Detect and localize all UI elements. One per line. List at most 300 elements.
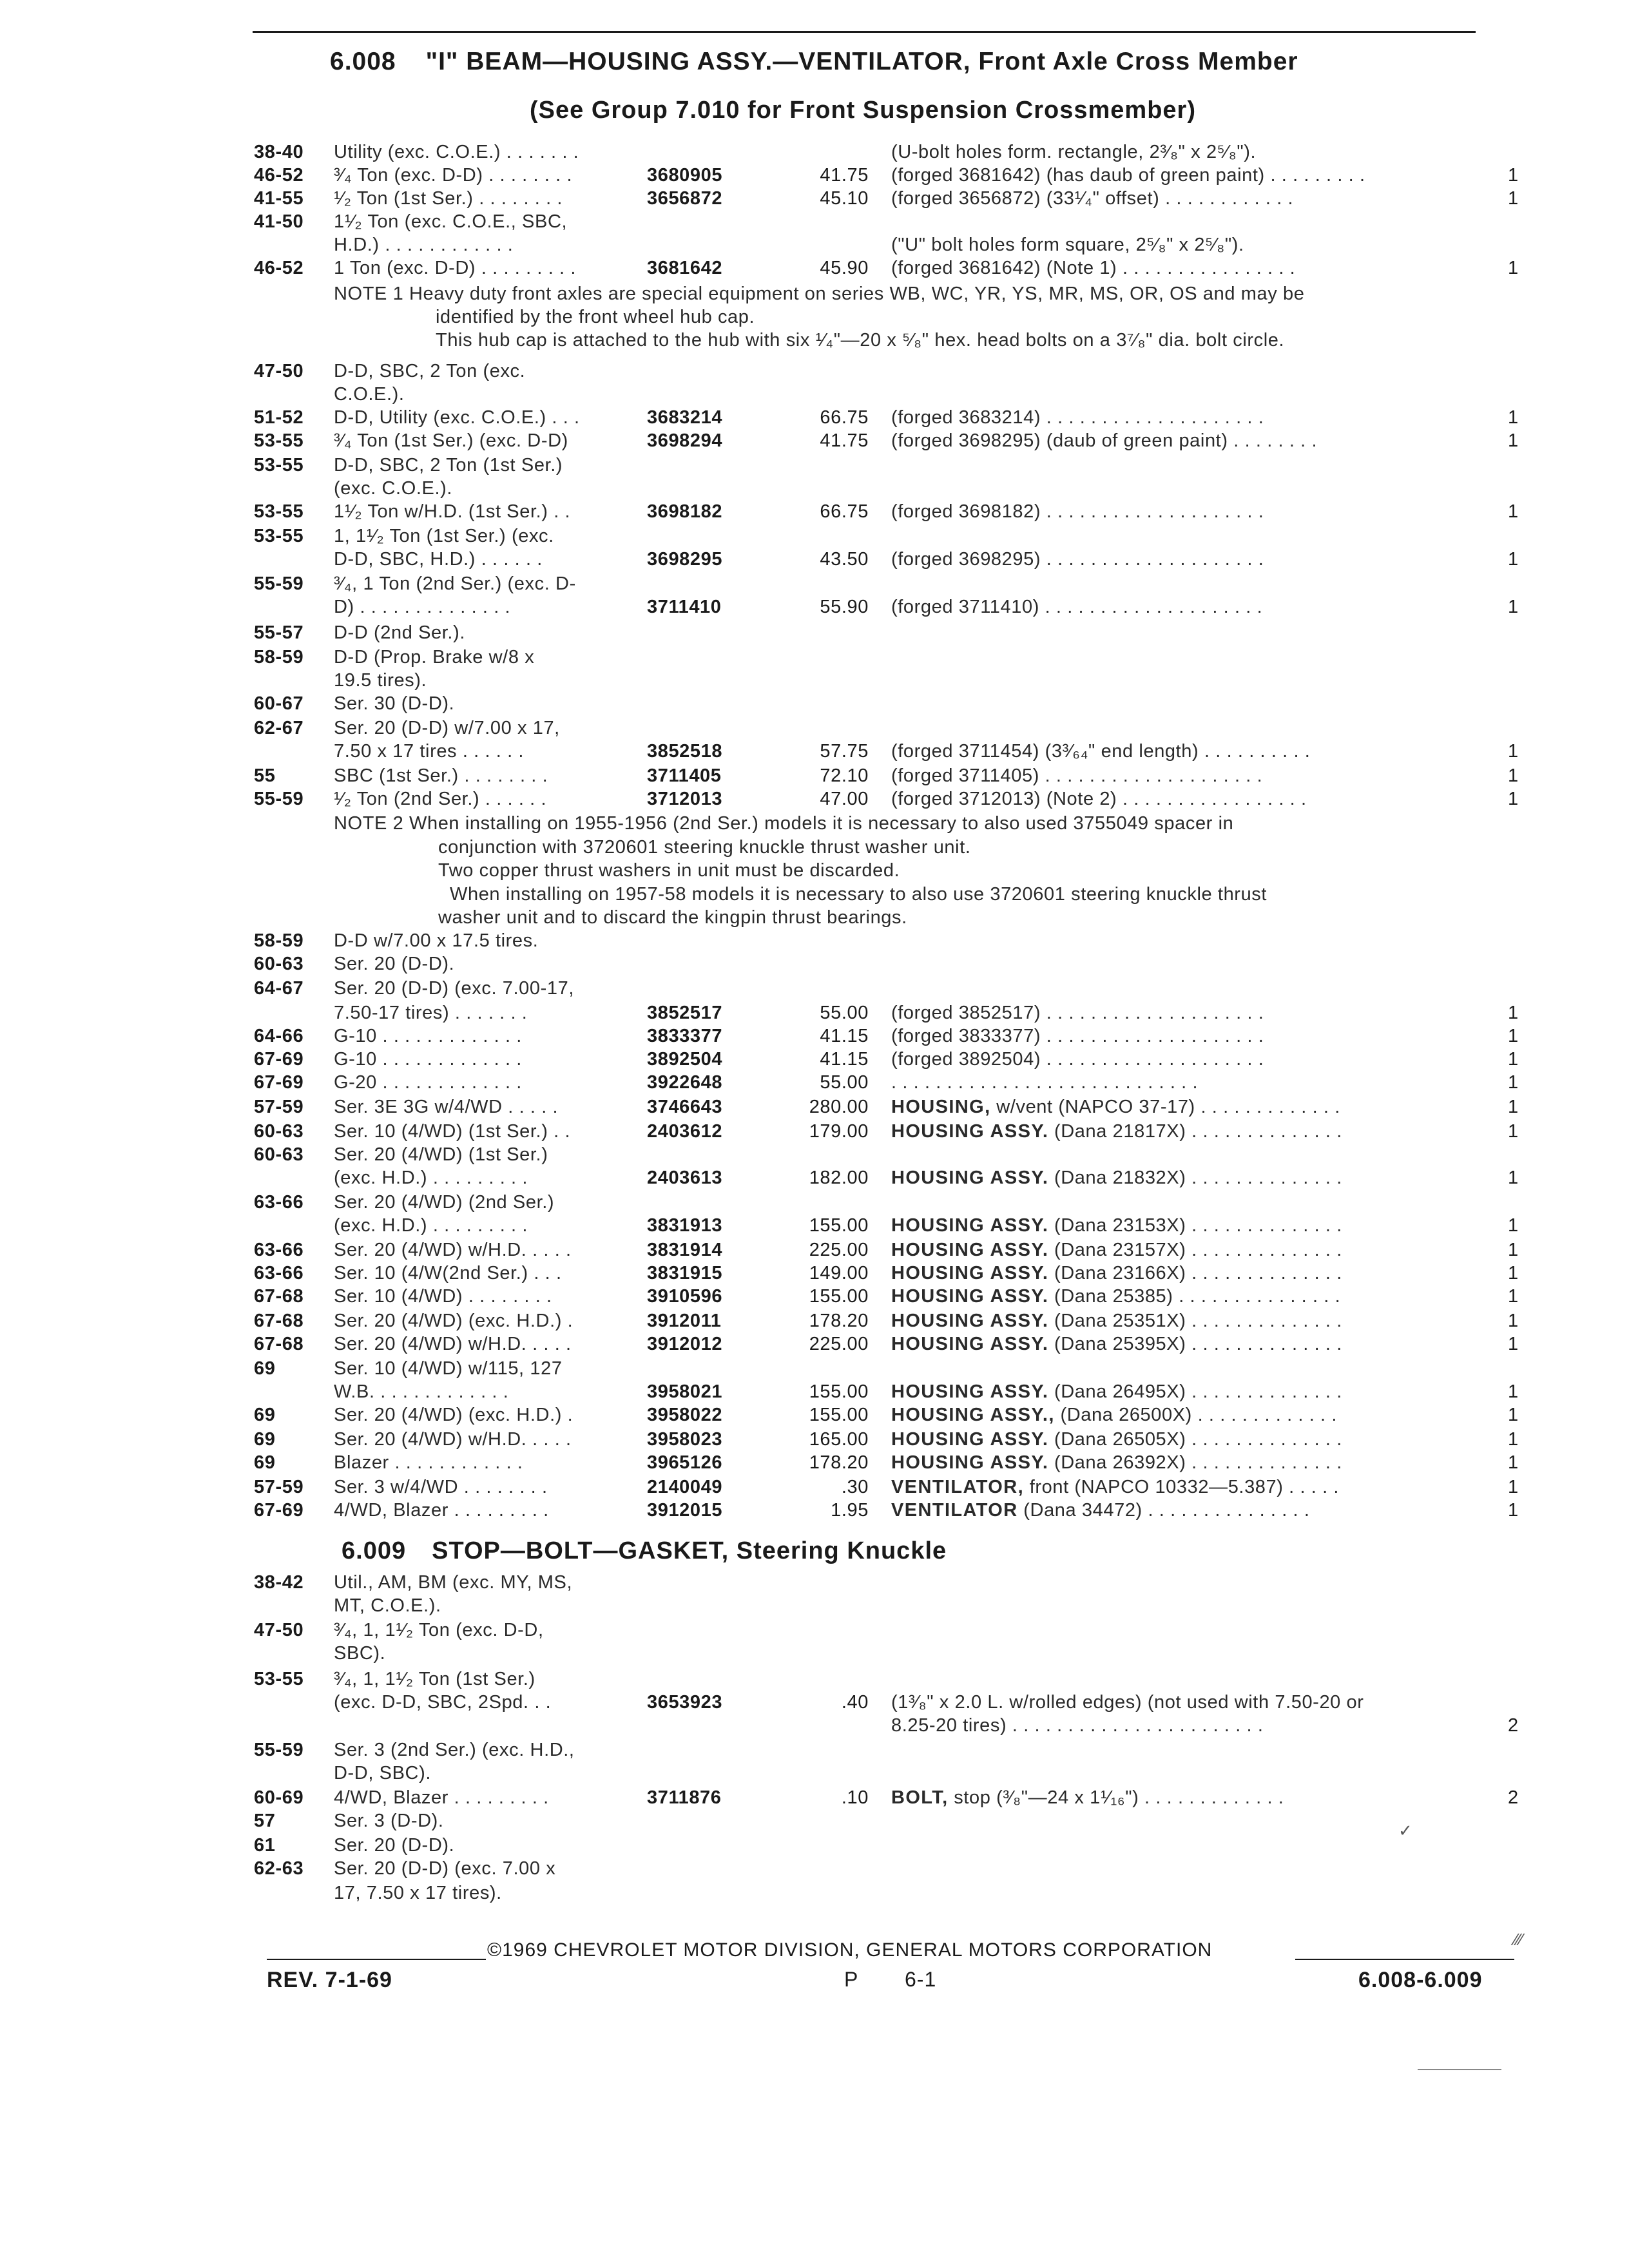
top-rule xyxy=(253,31,1476,33)
model-year: 51-52 xyxy=(254,407,304,428)
application: Utility (exc. C.O.E.) . . . . . . . xyxy=(334,142,579,162)
application: Ser. 20 (4/WD) w/H.D. . . . . xyxy=(334,1334,572,1354)
quantity: 1 xyxy=(1508,1500,1519,1521)
part-number: 3831915 xyxy=(647,1263,723,1283)
application: Ser. 10 (4/WD) w/115, 127 xyxy=(334,1358,563,1379)
application: Util., AM, BM (exc. MY, MS, xyxy=(334,1572,573,1593)
note-line: NOTE 1 Heavy duty front axles are special equipment on series WB, WC, YR, YS, MR, MS, OR, OS and may be xyxy=(334,284,1305,304)
description-text: (forged 3711410) . . . . . . . . . . . . . . . . . . . . xyxy=(891,597,1263,617)
application: Blazer . . . . . . . . . . . . xyxy=(334,1452,523,1473)
part-number: 3831913 xyxy=(647,1215,723,1236)
model-year: 57-59 xyxy=(254,1477,304,1497)
description-text: stop (³⁄₈"—24 x 1¹⁄₁₆") . . . . . . . . . . . . . xyxy=(948,1787,1284,1808)
quantity: 1 xyxy=(1508,258,1519,278)
description-text: (forged 3711405) . . . . . . . . . . . . . . . . . . . . xyxy=(891,765,1263,786)
model-year: 67-68 xyxy=(254,1334,304,1354)
model-year: 55 xyxy=(254,765,276,786)
note-2 xyxy=(334,813,1267,931)
application: ¹⁄₂ Ton (1st Ser.) . . . . . . . . xyxy=(334,188,563,209)
note-line: identified by the front wheel hub cap. xyxy=(436,307,755,327)
application: MT, C.O.E.). xyxy=(334,1595,441,1616)
list-price: 55.00 xyxy=(820,1003,869,1023)
part-number: 3656872 xyxy=(647,188,723,209)
part-number: 3681642 xyxy=(647,258,723,278)
description-text: (forged 3698295) . . . . . . . . . . . . . . . . . . . . xyxy=(891,549,1264,570)
description-text: . . . . . . . . . . . . . . . . . . . . . . . . . . . . xyxy=(891,1072,1199,1093)
application: (exc. D-D, SBC, 2Spd. . . xyxy=(334,1692,552,1713)
quantity: 1 xyxy=(1508,1334,1519,1354)
quantity: 1 xyxy=(1508,597,1519,617)
model-year: 41-55 xyxy=(254,188,304,209)
description-text: (forged 3833377) . . . . . . . . . . . . . . . . . . . . xyxy=(891,1026,1264,1046)
part-number: 3912015 xyxy=(647,1500,723,1521)
list-price: 45.90 xyxy=(820,258,869,278)
application: 4/WD, Blazer . . . . . . . . . xyxy=(334,1787,549,1808)
scan-mark xyxy=(1418,2069,1501,2070)
model-year: 38-42 xyxy=(254,1572,304,1593)
application: D) . . . . . . . . . . . . . . xyxy=(334,597,511,617)
description-text: ("U" bolt holes form square, 2⁵⁄₈" x 2⁵⁄₈"). xyxy=(891,235,1244,255)
model-year: 61 xyxy=(254,1835,276,1856)
description xyxy=(891,142,1256,163)
description-text: (forged 3698182) . . . . . . . . . . . . . . . . . . . . xyxy=(891,501,1264,522)
description-keyword: HOUSING ASSY. xyxy=(891,1334,1049,1354)
model-year: 69 xyxy=(254,1358,276,1379)
application: H.D.) . . . . . . . . . . . . xyxy=(334,235,514,255)
section-range: 6.008-6.009 xyxy=(1358,1968,1483,1992)
description-text: (Dana 25395X) . . . . . . . . . . . . . . xyxy=(1048,1334,1342,1354)
description-text: (forged 3852517) . . . . . . . . . . . . . . . . . . . . xyxy=(891,1003,1264,1023)
description-text: w/vent (NAPCO 37-17) . . . . . . . . . . . . . xyxy=(990,1097,1340,1117)
model-year: 58-59 xyxy=(254,930,304,951)
revision-date: REV. 7-1-69 xyxy=(267,1968,392,1992)
description-text: (forged 3712013) (Note 2) . . . . . . . . . . . . . . . . . xyxy=(891,789,1307,809)
application: W.B. . . . . . . . . . . . . xyxy=(334,1381,509,1402)
application: Ser. 3 (D-D). xyxy=(334,1811,444,1831)
description xyxy=(891,789,1307,810)
scan-mark: ⁄⁄⁄ xyxy=(1514,1930,1523,1949)
application: 1, 1¹⁄₂ Ton (1st Ser.) (exc. xyxy=(334,526,554,546)
description xyxy=(891,258,1295,279)
quantity: 1 xyxy=(1508,741,1519,762)
description xyxy=(891,1429,1342,1450)
list-price: 41.15 xyxy=(820,1026,869,1046)
description-text: (Dana 21832X) . . . . . . . . . . . . . . xyxy=(1048,1168,1342,1188)
description xyxy=(891,501,1264,523)
part-number: 3712013 xyxy=(647,789,723,809)
description-text: front (NAPCO 10332—5.387) . . . . . xyxy=(1024,1477,1340,1497)
description xyxy=(891,1121,1342,1142)
model-year: 63-66 xyxy=(254,1263,304,1283)
quantity: 1 xyxy=(1508,1026,1519,1046)
application: Ser. 20 (D-D). xyxy=(334,1835,455,1856)
description-text: (U-bolt holes form. rectangle, 2³⁄₈" x 2⁵⁄₈"). xyxy=(891,142,1257,162)
application: Ser. 20 (D-D) (exc. 7.00 x xyxy=(334,1858,556,1879)
description-keyword: HOUSING ASSY. xyxy=(891,1240,1049,1260)
page-number: 6-1 xyxy=(905,1968,937,1991)
description-keyword: HOUSING ASSY. xyxy=(891,1263,1049,1283)
list-price: 178.20 xyxy=(809,1452,869,1473)
list-price: 280.00 xyxy=(809,1097,869,1117)
part-number: 2403612 xyxy=(647,1121,723,1142)
model-year: 47-50 xyxy=(254,1620,304,1640)
description xyxy=(891,1215,1342,1236)
quantity: 1 xyxy=(1508,1121,1519,1142)
model-year: 60-63 xyxy=(254,954,304,974)
list-price: 155.00 xyxy=(809,1405,869,1425)
model-year: 53-55 xyxy=(254,1669,304,1689)
list-price: 149.00 xyxy=(809,1263,869,1283)
quantity: 1 xyxy=(1508,430,1519,451)
quantity: 1 xyxy=(1508,1452,1519,1473)
application: 1 Ton (exc. D-D) . . . . . . . . . xyxy=(334,258,577,278)
quantity: 2 xyxy=(1508,1787,1519,1808)
application: (exc. H.D.) . . . . . . . . . xyxy=(334,1168,528,1188)
part-number: 3958022 xyxy=(647,1405,723,1425)
part-number: 3912011 xyxy=(647,1311,722,1331)
application: Ser. 3 w/4/WD . . . . . . . . xyxy=(334,1477,548,1497)
list-price: 1.95 xyxy=(831,1500,869,1521)
description-keyword: HOUSING, xyxy=(891,1097,991,1117)
application: Ser. 3 (2nd Ser.) (exc. H.D., xyxy=(334,1740,575,1760)
description-text: (forged 3892504) . . . . . . . . . . . . . . . . . . . . xyxy=(891,1049,1264,1070)
model-year: 55-59 xyxy=(254,789,304,809)
part-number: 3833377 xyxy=(647,1026,723,1046)
application: Ser. 20 (D-D) w/7.00 x 17, xyxy=(334,718,560,738)
page-letter: P xyxy=(844,1968,859,1991)
quantity: 2 xyxy=(1508,1715,1519,1736)
list-price: 55.90 xyxy=(820,597,869,617)
description-text: (forged 3656872) (33¹⁄₄" offset) . . . . . . . . . . . . xyxy=(891,188,1294,209)
model-year: 46-52 xyxy=(254,258,304,278)
description xyxy=(891,1240,1342,1261)
note-line: conjunction with 3720601 steering knuckle thrust washer unit. xyxy=(438,836,971,858)
model-year: 55-59 xyxy=(254,573,304,594)
list-price: 47.00 xyxy=(820,789,869,809)
description-keyword: HOUSING ASSY. xyxy=(891,1286,1049,1307)
part-number: 2140049 xyxy=(647,1477,723,1497)
list-price: 55.00 xyxy=(820,1072,869,1093)
description-text: (1³⁄₈" x 2.0 L. w/rolled edges) (not used with 7.50-20 or xyxy=(891,1692,1364,1713)
description-text: (Dana 23166X) . . . . . . . . . . . . . . xyxy=(1048,1263,1342,1283)
description xyxy=(891,1286,1340,1307)
quantity: 1 xyxy=(1508,165,1519,186)
copyright-line: ©1969 CHEVROLET MOTOR DIVISION, GENERAL MOTORS CORPORATION xyxy=(487,1939,1213,1961)
description-text: (forged 3681642) (has daub of green paint) . . . . . . . . . xyxy=(891,165,1365,186)
application: D-D, Utility (exc. C.O.E.) . . . xyxy=(334,407,580,428)
quantity: 1 xyxy=(1508,1477,1519,1497)
application: Ser. 20 (4/WD) (exc. H.D.) . xyxy=(334,1311,574,1331)
description-text: (Dana 34472) . . . . . . . . . . . . . . . xyxy=(1017,1500,1310,1521)
application: ³⁄₄ Ton (exc. D-D) . . . . . . . . xyxy=(334,165,573,186)
list-price: 182.00 xyxy=(809,1168,869,1188)
application: Ser. 10 (4/W(2nd Ser.) . . . xyxy=(334,1263,562,1283)
description xyxy=(891,165,1365,186)
part-number: 2403613 xyxy=(647,1168,723,1188)
model-year: 53-55 xyxy=(254,455,304,476)
application: Ser. 3E 3G w/4/WD . . . . . xyxy=(334,1097,559,1117)
list-price: 41.15 xyxy=(820,1049,869,1070)
model-year: 62-63 xyxy=(254,1858,304,1879)
note-line: When installing on 1957-58 models it is necessary to also use 3720601 steering knuckle thrust xyxy=(450,883,1268,905)
description-keyword: HOUSING ASSY., xyxy=(891,1405,1055,1425)
quantity: 1 xyxy=(1508,1215,1519,1236)
application: 17, 7.50 x 17 tires). xyxy=(334,1883,502,1903)
description xyxy=(891,1405,1337,1426)
description-keyword: HOUSING ASSY. xyxy=(891,1429,1049,1450)
list-price: .40 xyxy=(841,1692,869,1713)
list-price: 155.00 xyxy=(809,1381,869,1402)
model-year: 58-59 xyxy=(254,647,304,668)
model-year: 67-68 xyxy=(254,1286,304,1307)
description-text: (Dana 21817X) . . . . . . . . . . . . . . xyxy=(1048,1121,1342,1142)
description-keyword: HOUSING ASSY. xyxy=(891,1311,1049,1331)
model-year: 55-59 xyxy=(254,1740,304,1760)
quantity: 1 xyxy=(1508,1405,1519,1425)
application: D-D, SBC). xyxy=(334,1763,431,1783)
model-year: 53-55 xyxy=(254,430,304,451)
part-number: 3852517 xyxy=(647,1003,723,1023)
description xyxy=(891,188,1293,209)
model-year: 60-63 xyxy=(254,1121,304,1142)
model-year: 63-66 xyxy=(254,1192,304,1213)
description xyxy=(891,765,1262,787)
quantity: 1 xyxy=(1508,1381,1519,1402)
part-number: 3711410 xyxy=(647,597,722,617)
part-number: 3698182 xyxy=(647,501,723,522)
list-price: 155.00 xyxy=(809,1286,869,1307)
model-year: 63-66 xyxy=(254,1240,304,1260)
list-price: 66.75 xyxy=(820,407,869,428)
model-year: 64-67 xyxy=(254,978,304,999)
quantity: 1 xyxy=(1508,1311,1519,1331)
application: 7.50 x 17 tires . . . . . . xyxy=(334,741,525,762)
part-number: 3958021 xyxy=(647,1381,723,1402)
application: (exc. C.O.E.). xyxy=(334,478,453,499)
part-number: 3698294 xyxy=(647,430,723,451)
description xyxy=(891,1311,1342,1332)
description xyxy=(891,1003,1264,1024)
description-text: (Dana 26505X) . . . . . . . . . . . . . . xyxy=(1048,1429,1342,1450)
model-year: 64-66 xyxy=(254,1026,304,1046)
list-price: 45.10 xyxy=(820,188,869,209)
application: D-D, SBC, 2 Ton (1st Ser.) xyxy=(334,455,563,476)
model-year: 53-55 xyxy=(254,501,304,522)
quantity: 1 xyxy=(1508,1429,1519,1450)
model-year: 57 xyxy=(254,1811,276,1831)
application: D-D (Prop. Brake w/8 x xyxy=(334,647,535,668)
application: 1¹⁄₂ Ton (exc. C.O.E., SBC, xyxy=(334,211,568,232)
application: D-D, SBC, 2 Ton (exc. xyxy=(334,361,526,381)
description xyxy=(891,235,1244,256)
description-text: (Dana 26500X) . . . . . . . . . . . . . xyxy=(1054,1405,1338,1425)
part-number: 3965126 xyxy=(647,1452,723,1473)
scan-mark: ✓ xyxy=(1398,1821,1412,1840)
description xyxy=(891,1334,1342,1355)
description-text: (forged 3681642) (Note 1) . . . . . . . . . . . . . . . . xyxy=(891,258,1296,278)
part-number: 3831914 xyxy=(647,1240,723,1260)
list-price: 41.75 xyxy=(820,430,869,451)
list-price: 225.00 xyxy=(809,1240,869,1260)
section-title: "I" BEAM—HOUSING ASSY.—VENTILATOR, Front Axle Cross Member xyxy=(425,48,1298,75)
model-year: 57-59 xyxy=(254,1097,304,1117)
model-year: 53-55 xyxy=(254,526,304,546)
application: ³⁄₄, 1, 1¹⁄₂ Ton (exc. D-D, xyxy=(334,1620,544,1640)
application: (exc. H.D.) . . . . . . . . . xyxy=(334,1215,528,1236)
description xyxy=(891,1026,1264,1047)
description-keyword: VENTILATOR xyxy=(891,1500,1018,1521)
quantity: 1 xyxy=(1508,1097,1519,1117)
list-price: 57.75 xyxy=(820,741,869,762)
description xyxy=(891,1168,1342,1189)
part-number: 3711405 xyxy=(647,765,722,786)
part-number: 3683214 xyxy=(647,407,723,428)
description-text: (Dana 23157X) . . . . . . . . . . . . . . xyxy=(1048,1240,1342,1260)
description xyxy=(891,1049,1264,1070)
model-year: 38-40 xyxy=(254,142,304,162)
description-keyword: HOUSING ASSY. xyxy=(891,1215,1049,1236)
description-keyword: HOUSING ASSY. xyxy=(891,1121,1049,1142)
application: Ser. 20 (D-D) (exc. 7.00-17, xyxy=(334,978,574,999)
application: ³⁄₄ Ton (1st Ser.) (exc. D-D) xyxy=(334,430,568,451)
application: G-10 . . . . . . . . . . . . . xyxy=(334,1049,522,1070)
note-line: NOTE 2 When installing on 1955-1956 (2nd Ser.) models it is necessary to also used 3755049 spacer in xyxy=(334,813,1234,834)
description xyxy=(891,1692,1364,1713)
footer-rule-left xyxy=(267,1959,486,1960)
description-keyword: HOUSING ASSY. xyxy=(891,1452,1049,1473)
note-1 xyxy=(334,284,1304,353)
list-price: 225.00 xyxy=(809,1334,869,1354)
list-price: .10 xyxy=(841,1787,869,1808)
list-price: 66.75 xyxy=(820,501,869,522)
description xyxy=(891,597,1262,618)
description-text: (Dana 25351X) . . . . . . . . . . . . . . xyxy=(1048,1311,1342,1331)
part-number: 3958023 xyxy=(647,1429,723,1450)
application: 7.50-17 tires) . . . . . . . xyxy=(334,1003,528,1023)
list-price: 165.00 xyxy=(809,1429,869,1450)
application: Ser. 20 (4/WD) (exc. H.D.) . xyxy=(334,1405,574,1425)
quantity: 1 xyxy=(1508,1263,1519,1283)
application: Ser. 20 (4/WD) w/H.D. . . . . xyxy=(334,1240,572,1260)
part-number: 3746643 xyxy=(647,1097,723,1117)
description-keyword: BOLT, xyxy=(891,1787,949,1808)
quantity: 1 xyxy=(1508,789,1519,809)
note-line: Two copper thrust washers in unit must be discarded. xyxy=(438,860,900,881)
application: Ser. 10 (4/WD) (1st Ser.) . . xyxy=(334,1121,571,1142)
note-line: washer unit and to discard the kingpin thrust bearings. xyxy=(438,907,907,928)
footer-rule-right xyxy=(1295,1959,1514,1960)
part-number: 3680905 xyxy=(647,165,723,186)
model-year: 60-67 xyxy=(254,693,304,714)
description-text: (forged 3683214) . . . . . . . . . . . . . . . . . . . . xyxy=(891,407,1264,428)
application: G-20 . . . . . . . . . . . . . xyxy=(334,1072,522,1093)
part-number: 3892504 xyxy=(647,1049,723,1070)
list-price: 179.00 xyxy=(809,1121,869,1142)
description-text: (Dana 26392X) . . . . . . . . . . . . . . xyxy=(1048,1452,1342,1473)
description xyxy=(891,741,1310,762)
application: SBC). xyxy=(334,1643,386,1664)
part-number: 3910596 xyxy=(647,1286,723,1307)
model-year: 67-69 xyxy=(254,1500,304,1521)
description-text: (forged 3698295) (daub of green paint) . . . . . . . . xyxy=(891,430,1318,451)
model-year: 60-69 xyxy=(254,1787,304,1808)
model-year: 46-52 xyxy=(254,165,304,186)
application: ³⁄₄, 1 Ton (2nd Ser.) (exc. D- xyxy=(334,573,576,594)
model-year: 69 xyxy=(254,1405,276,1425)
list-price: 155.00 xyxy=(809,1215,869,1236)
description xyxy=(891,1787,1284,1809)
application: G-10 . . . . . . . . . . . . . xyxy=(334,1026,522,1046)
model-year: 55-57 xyxy=(254,622,304,643)
application: C.O.E.). xyxy=(334,384,405,405)
part-number: 3852518 xyxy=(647,741,723,762)
model-year: 47-50 xyxy=(254,361,304,381)
list-price: 72.10 xyxy=(820,765,869,786)
model-year: 41-50 xyxy=(254,211,304,232)
application: Ser. 20 (4/WD) (2nd Ser.) xyxy=(334,1192,555,1213)
application: D-D, SBC, H.D.) . . . . . . xyxy=(334,549,543,570)
quantity: 1 xyxy=(1508,1286,1519,1307)
description xyxy=(891,1097,1340,1118)
application: 1¹⁄₂ Ton w/H.D. (1st Ser.) . . xyxy=(334,501,571,522)
application: Ser. 10 (4/WD) . . . . . . . . xyxy=(334,1286,552,1307)
quantity: 1 xyxy=(1508,549,1519,570)
description xyxy=(891,1381,1342,1403)
description xyxy=(891,549,1264,570)
quantity: 1 xyxy=(1508,1072,1519,1093)
description xyxy=(891,407,1264,428)
description-keyword: VENTILATOR, xyxy=(891,1477,1025,1497)
section-number: 6.008 xyxy=(330,48,396,75)
part-number: 3698295 xyxy=(647,549,723,570)
quantity: 1 xyxy=(1508,1003,1519,1023)
model-year: 60-63 xyxy=(254,1144,304,1165)
section-subtitle: (See Group 7.010 for Front Suspension Crossmember) xyxy=(530,97,1196,124)
model-year: 67-68 xyxy=(254,1311,304,1331)
list-price: 178.20 xyxy=(809,1311,869,1331)
description-keyword: HOUSING ASSY. xyxy=(891,1168,1049,1188)
part-number: 3653923 xyxy=(647,1692,723,1713)
description xyxy=(891,1477,1339,1498)
description-text: 8.25-20 tires) . . . . . . . . . . . . . . . . . . . . . . . xyxy=(891,1715,1264,1736)
quantity: 1 xyxy=(1508,188,1519,209)
application: 4/WD, Blazer . . . . . . . . . xyxy=(334,1500,549,1521)
model-year: 67-69 xyxy=(254,1049,304,1070)
application: ³⁄₄, 1, 1¹⁄₂ Ton (1st Ser.) xyxy=(334,1669,535,1689)
model-year: 69 xyxy=(254,1429,276,1450)
application: Ser. 30 (D-D). xyxy=(334,693,455,714)
description-text: (Dana 23153X) . . . . . . . . . . . . . . xyxy=(1048,1215,1342,1236)
application: Ser. 20 (D-D). xyxy=(334,954,455,974)
description-text: (Dana 25385) . . . . . . . . . . . . . . . xyxy=(1048,1286,1341,1307)
description xyxy=(891,1715,1263,1736)
application: Ser. 20 (4/WD) w/H.D. . . . . xyxy=(334,1429,572,1450)
part-number: 3912012 xyxy=(647,1334,723,1354)
part-number: 3922648 xyxy=(647,1072,723,1093)
quantity: 1 xyxy=(1508,1240,1519,1260)
application: D-D w/7.00 x 17.5 tires. xyxy=(334,930,539,951)
description xyxy=(891,1500,1310,1521)
quantity: 1 xyxy=(1508,407,1519,428)
note-line: This hub cap is attached to the hub with six ¹⁄₄"—20 x ⁵⁄₈" hex. head bolts on a 3⁷⁄₈" dia. bolt circle. xyxy=(436,330,1285,351)
section-heading-6008 xyxy=(330,48,1298,76)
quantity: 1 xyxy=(1508,1049,1519,1070)
list-price: 41.75 xyxy=(820,165,869,186)
section-heading-6009 xyxy=(342,1537,947,1565)
description-text: (Dana 26495X) . . . . . . . . . . . . . . xyxy=(1048,1381,1342,1402)
quantity: 1 xyxy=(1508,1168,1519,1188)
quantity: 1 xyxy=(1508,501,1519,522)
